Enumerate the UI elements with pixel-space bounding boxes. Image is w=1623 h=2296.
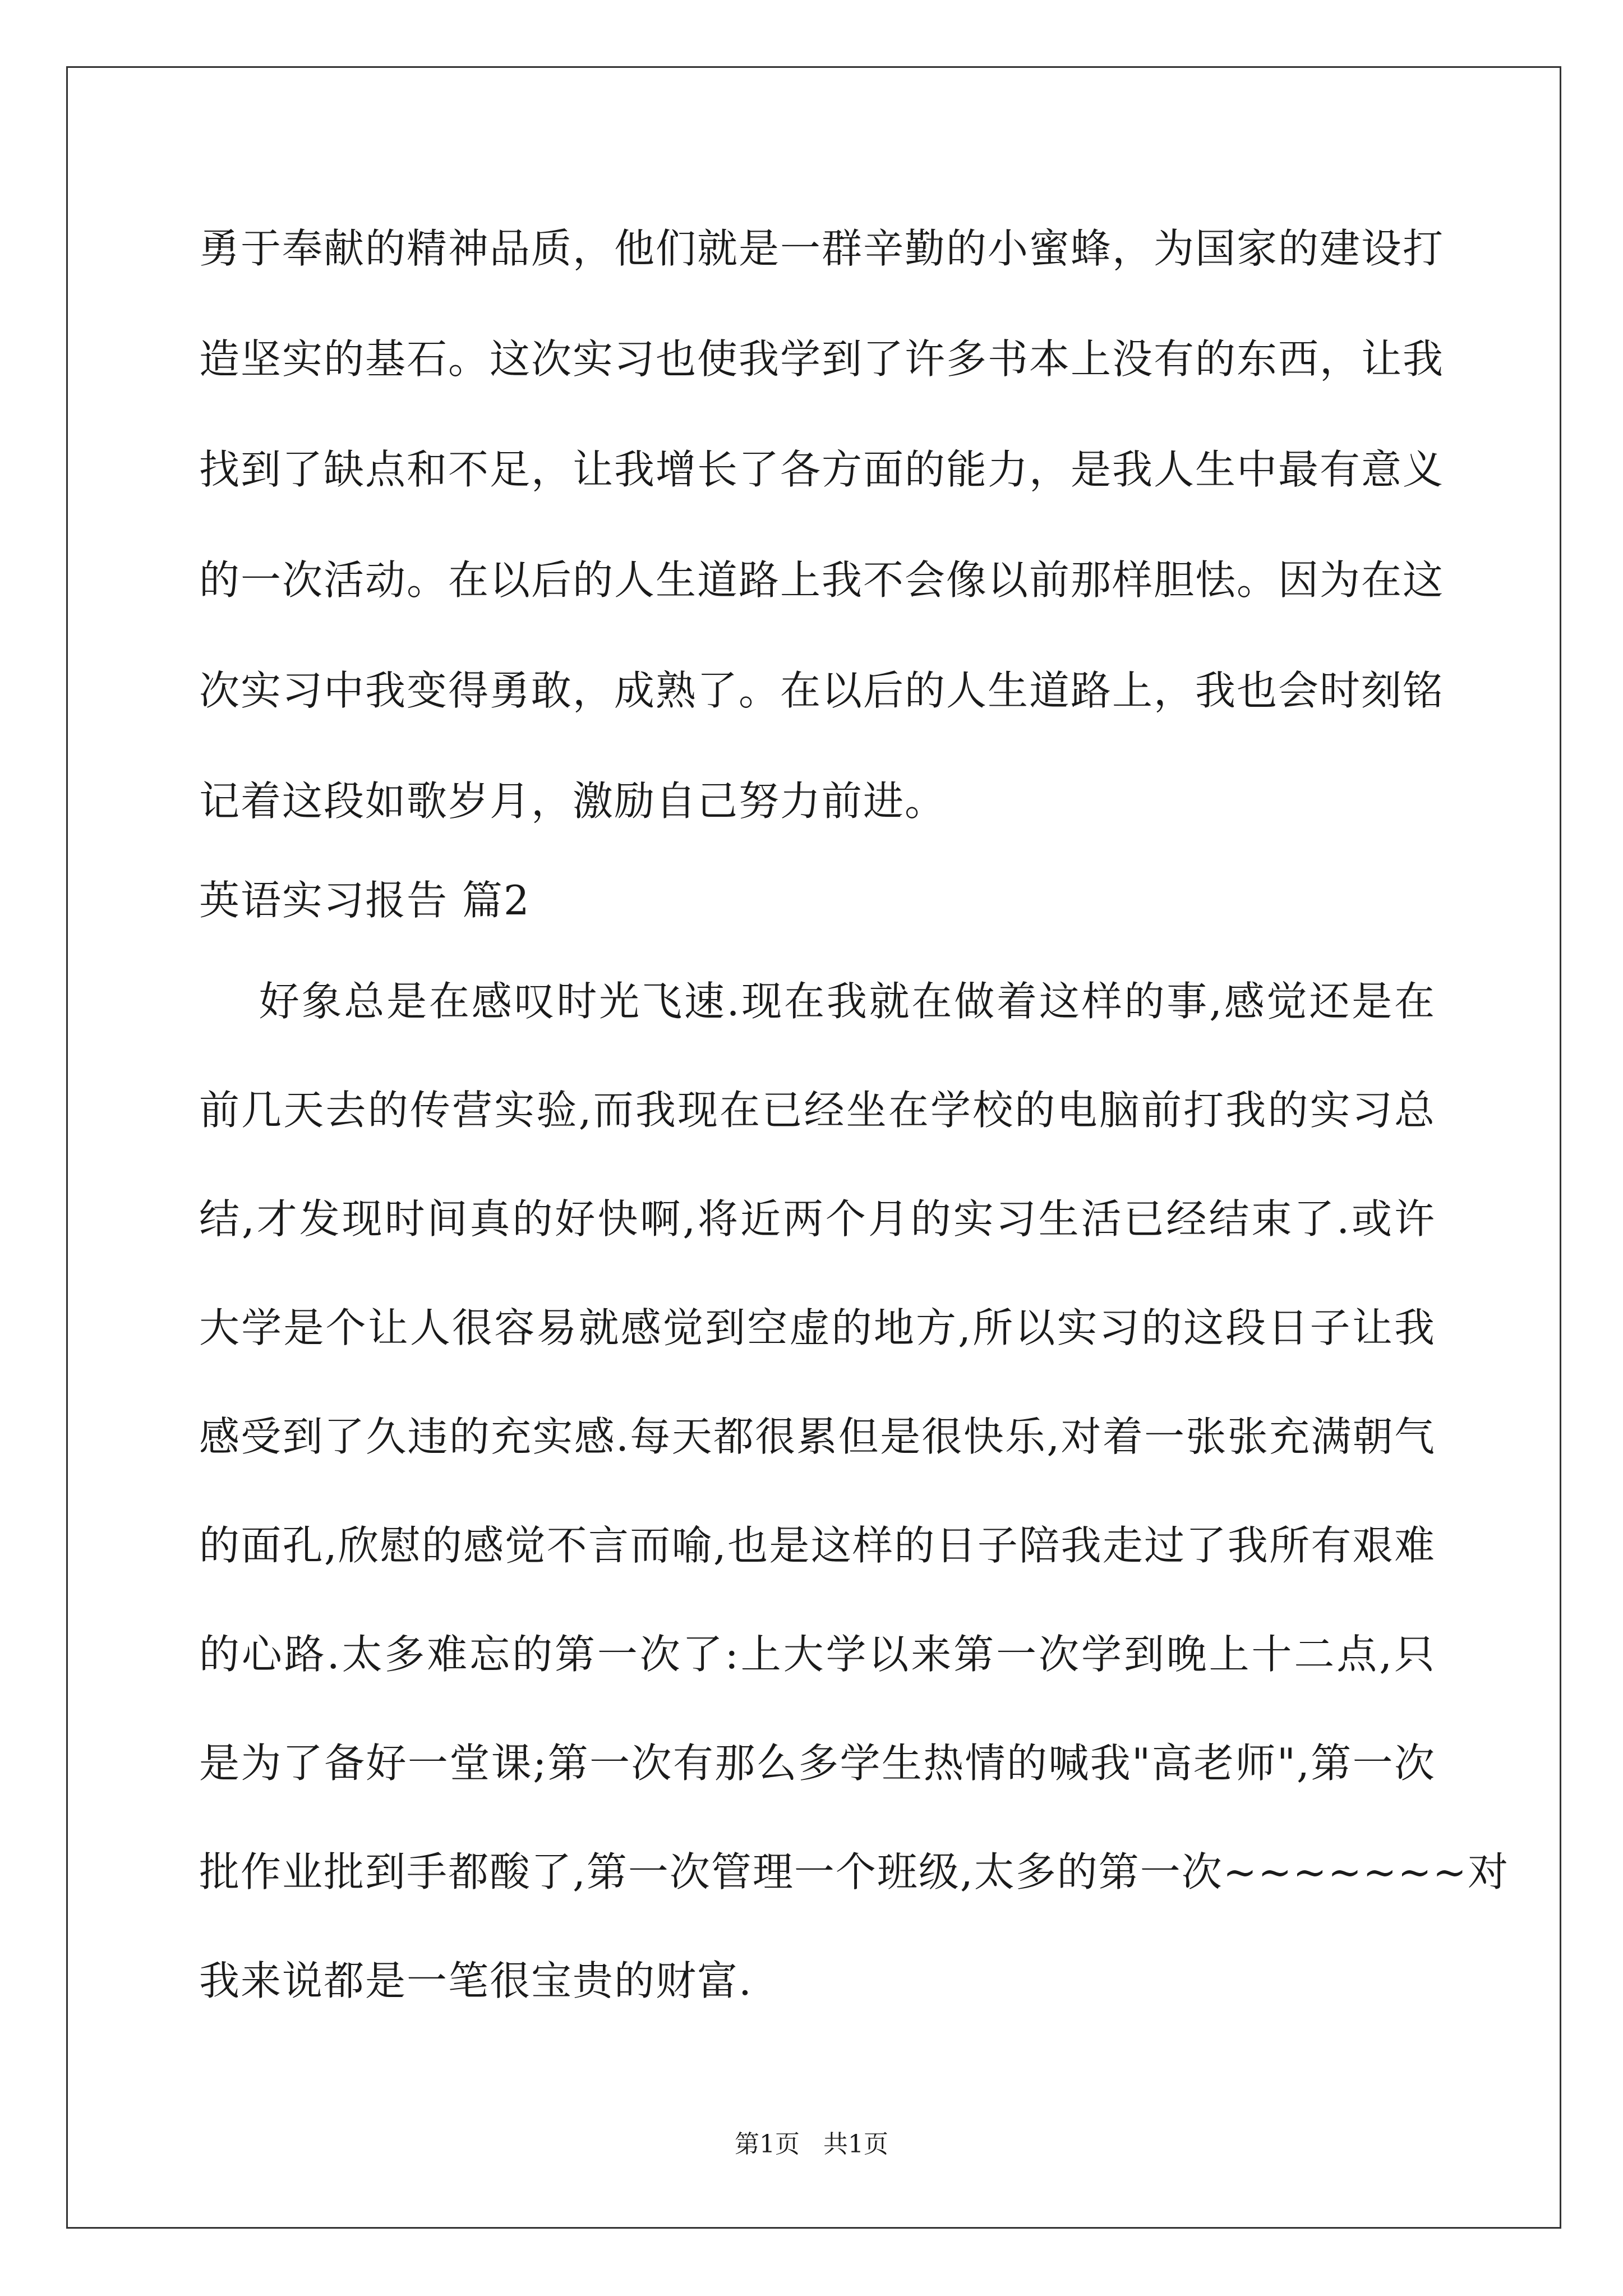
page-border (66, 66, 1561, 2229)
section-line: 前几天去的传营实验,而我现在已经坐在学校的电脑前打我的实习总 (199, 1087, 1436, 1134)
body-line-last: 记着这段如歌岁月，激励自己努力前进。 (199, 777, 947, 825)
section-line: 结,才发现时间真的好快啊,将近两个月的实习生活已经结束了.或许 (199, 1195, 1436, 1243)
body-line: 的一次活动。在以后的人生道路上我不会像以前那样胆怯。因为在这 (199, 556, 1445, 604)
section-line-last: 我来说都是一笔很宝贵的财富. (199, 1957, 753, 2004)
section-line: 批作业批到手都酸了,第一次管理一个班级,太多的第一次~~~~~~~对 (199, 1848, 1510, 1895)
section-line: 是为了备好一堂课;第一次有那么多学生热情的喊我"高老师",第一次 (199, 1740, 1436, 1787)
body-line: 造坚实的基石。这次实习也使我学到了许多书本上没有的东西，让我 (199, 335, 1445, 383)
section-line: 好象总是在感叹时光飞速.现在我就在做着这样的事,感觉还是在 (199, 978, 1436, 1025)
section-heading: 英语实习报告 篇2 (199, 877, 531, 924)
page-number-footer: 第1页 共1页 (735, 2130, 888, 2159)
section-line: 感受到了久违的充实感.每天都很累但是很快乐,对着一张张充满朝气 (199, 1413, 1436, 1460)
body-line: 次实习中我变得勇敢，成熟了。在以后的人生道路上，我也会时刻铭 (199, 667, 1445, 714)
section-line: 大学是个让人很容易就感觉到空虚的地方,所以实习的这段日子让我 (199, 1304, 1436, 1351)
body-line: 找到了缺点和不足，让我增长了各方面的能力，是我人生中最有意义 (199, 446, 1445, 493)
section-line: 的心路.太多难忘的第一次了:上大学以来第一次学到晚上十二点,只 (199, 1631, 1436, 1678)
section-line: 的面孔,欣慰的感觉不言而喻,也是这样的日子陪我走过了我所有艰难 (199, 1522, 1436, 1569)
body-line: 勇于奉献的精神品质，他们就是一群辛勤的小蜜蜂，为国家的建设打 (199, 225, 1445, 272)
